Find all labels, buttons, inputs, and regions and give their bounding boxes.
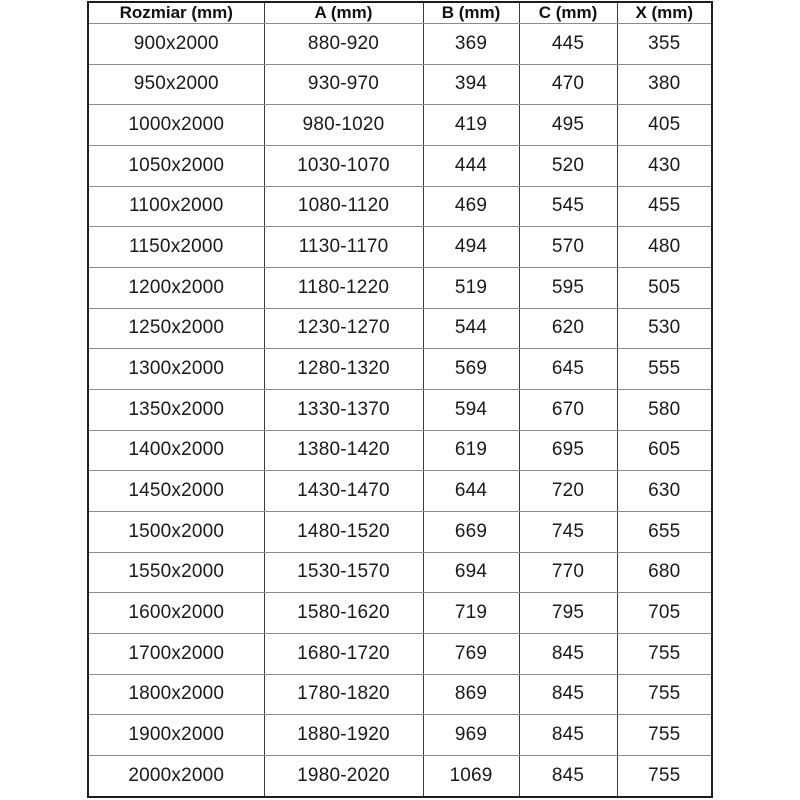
table-cell: 520 — [519, 145, 617, 186]
table-cell: 845 — [519, 715, 617, 756]
table-cell: 505 — [617, 267, 712, 308]
table-cell: 470 — [519, 64, 617, 105]
size-table — [87, 1, 713, 798]
table-cell: 430 — [617, 145, 712, 186]
table-cell: 480 — [617, 227, 712, 268]
table-cell: 530 — [617, 308, 712, 349]
table-cell: 1280-1320 — [264, 349, 423, 390]
table-cell: 950x2000 — [88, 64, 264, 105]
table-cell: 620 — [519, 308, 617, 349]
table-cell: 1530-1570 — [264, 552, 423, 593]
table-cell: 719 — [423, 593, 519, 634]
table-row — [88, 24, 712, 65]
table-cell: 980-1020 — [264, 105, 423, 146]
table-cell: 494 — [423, 227, 519, 268]
table-cell: 544 — [423, 308, 519, 349]
table-cell: 969 — [423, 715, 519, 756]
table-cell: 405 — [617, 105, 712, 146]
table-cell: 845 — [519, 755, 617, 797]
table-cell: 720 — [519, 471, 617, 512]
table-cell: 394 — [423, 64, 519, 105]
table-cell: 1030-1070 — [264, 145, 423, 186]
table-cell: 1200x2000 — [88, 267, 264, 308]
table-cell: 869 — [423, 674, 519, 715]
table-cell: 1500x2000 — [88, 511, 264, 552]
table-cell: 419 — [423, 105, 519, 146]
table-cell: 1400x2000 — [88, 430, 264, 471]
table-row — [88, 105, 712, 146]
table-cell: 1600x2000 — [88, 593, 264, 634]
table-cell: 1700x2000 — [88, 633, 264, 674]
table-cell: 705 — [617, 593, 712, 634]
table-cell: 605 — [617, 430, 712, 471]
table-cell: 1430-1470 — [264, 471, 423, 512]
table-cell: 1980-2020 — [264, 755, 423, 797]
table-row — [88, 633, 712, 674]
table-cell: 645 — [519, 349, 617, 390]
table-cell: 845 — [519, 674, 617, 715]
column-header: X (mm) — [617, 2, 712, 24]
table-cell: 755 — [617, 715, 712, 756]
table-cell: 1680-1720 — [264, 633, 423, 674]
table-cell: 1050x2000 — [88, 145, 264, 186]
table-row — [88, 674, 712, 715]
table-cell: 770 — [519, 552, 617, 593]
table-cell: 670 — [519, 389, 617, 430]
size-table-container — [87, 1, 711, 798]
table-cell: 845 — [519, 633, 617, 674]
table-cell: 1250x2000 — [88, 308, 264, 349]
table-cell: 444 — [423, 145, 519, 186]
table-cell: 900x2000 — [88, 24, 264, 65]
table-cell: 1900x2000 — [88, 715, 264, 756]
table-row — [88, 349, 712, 390]
table-cell: 580 — [617, 389, 712, 430]
table-cell: 380 — [617, 64, 712, 105]
table-cell: 569 — [423, 349, 519, 390]
table-cell: 1150x2000 — [88, 227, 264, 268]
table-cell: 455 — [617, 186, 712, 227]
table-row — [88, 145, 712, 186]
column-header: C (mm) — [519, 2, 617, 24]
table-cell: 1330-1370 — [264, 389, 423, 430]
table-cell: 1230-1270 — [264, 308, 423, 349]
table-cell: 594 — [423, 389, 519, 430]
table-cell: 630 — [617, 471, 712, 512]
table-cell: 1580-1620 — [264, 593, 423, 634]
table-cell: 695 — [519, 430, 617, 471]
table-cell: 1880-1920 — [264, 715, 423, 756]
table-cell: 1450x2000 — [88, 471, 264, 512]
table-cell: 1380-1420 — [264, 430, 423, 471]
table-cell: 1780-1820 — [264, 674, 423, 715]
table-cell: 930-970 — [264, 64, 423, 105]
table-cell: 1300x2000 — [88, 349, 264, 390]
table-cell: 595 — [519, 267, 617, 308]
table-cell: 1130-1170 — [264, 227, 423, 268]
table-cell: 2000x2000 — [88, 755, 264, 797]
table-cell: 669 — [423, 511, 519, 552]
table-cell: 769 — [423, 633, 519, 674]
header-row — [88, 2, 712, 24]
table-cell: 519 — [423, 267, 519, 308]
table-cell: 755 — [617, 633, 712, 674]
table-cell: 655 — [617, 511, 712, 552]
table-row — [88, 593, 712, 634]
table-row — [88, 308, 712, 349]
table-cell: 369 — [423, 24, 519, 65]
table-cell: 619 — [423, 430, 519, 471]
table-row — [88, 267, 712, 308]
table-cell: 694 — [423, 552, 519, 593]
table-cell: 545 — [519, 186, 617, 227]
table-cell: 495 — [519, 105, 617, 146]
table-cell: 445 — [519, 24, 617, 65]
table-row — [88, 186, 712, 227]
table-row — [88, 227, 712, 268]
table-cell: 1100x2000 — [88, 186, 264, 227]
table-row — [88, 511, 712, 552]
table-cell: 1069 — [423, 755, 519, 797]
table-row — [88, 755, 712, 797]
table-cell: 355 — [617, 24, 712, 65]
table-cell: 1480-1520 — [264, 511, 423, 552]
table-row — [88, 64, 712, 105]
table-cell: 1000x2000 — [88, 105, 264, 146]
column-header: B (mm) — [423, 2, 519, 24]
table-cell: 644 — [423, 471, 519, 512]
table-cell: 680 — [617, 552, 712, 593]
table-row — [88, 389, 712, 430]
table-cell: 1180-1220 — [264, 267, 423, 308]
table-cell: 755 — [617, 755, 712, 797]
table-cell: 469 — [423, 186, 519, 227]
table-cell: 1800x2000 — [88, 674, 264, 715]
table-cell: 1080-1120 — [264, 186, 423, 227]
table-cell: 1550x2000 — [88, 552, 264, 593]
table-row — [88, 715, 712, 756]
table-cell: 795 — [519, 593, 617, 634]
table-cell: 755 — [617, 674, 712, 715]
column-header: Rozmiar (mm) — [88, 2, 264, 24]
table-row — [88, 430, 712, 471]
table-cell: 745 — [519, 511, 617, 552]
table-cell: 570 — [519, 227, 617, 268]
table-cell: 1350x2000 — [88, 389, 264, 430]
table-row — [88, 471, 712, 512]
table-row — [88, 552, 712, 593]
table-cell: 880-920 — [264, 24, 423, 65]
table-cell: 555 — [617, 349, 712, 390]
column-header: A (mm) — [264, 2, 423, 24]
